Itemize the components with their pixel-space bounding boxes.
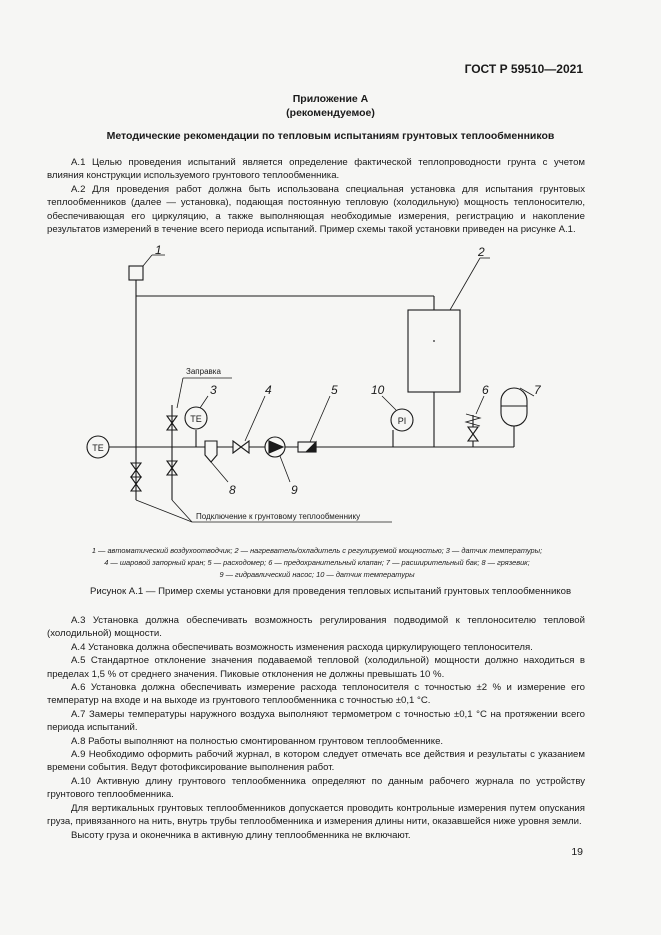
callout-8: 8 xyxy=(229,483,236,497)
ball-valve-4-icon xyxy=(233,441,249,453)
page-number: 19 xyxy=(571,846,583,858)
expansion-tank-icon xyxy=(501,388,527,426)
sensor-te-3-label: TE xyxy=(190,414,202,424)
callout-10: 10 xyxy=(371,383,385,397)
air-vent-icon xyxy=(129,266,143,280)
callout-6: 6 xyxy=(482,383,489,397)
sensor-pi-label: PI xyxy=(397,416,407,426)
sensor-te-left-label: TE xyxy=(92,443,104,453)
fill-label: Заправка xyxy=(186,367,221,376)
paragraph-a6: А.6 Установка должна обеспечивать измерение расхода теплоносителя с точностью ±2 % и измерение его температур на входе и на выходе из грунтового теплообменника с точностью ±0,1 °С. xyxy=(47,682,585,707)
paragraph-a5: А.5 Стандартное отклонение значения подаваемой тепловой (холодильной) мощности должно находиться в пределах 1,5 % от среднего значения. Пиковые отклонения не должны превышать 10 %. xyxy=(47,655,585,680)
paragraph-a7: А.7 Замеры температуры наружного воздуха выполняют термометром с точностью ±0,1 °С на протяжении всего периода испытаний. xyxy=(47,708,585,734)
paragraph-vertical: Для вертикальных грунтовых теплообменников допускается проводить контрольные измерения путем опускания груза, привязанного на нить, внутрь трубы теплообменника и измерения длины нити, оказавшейся ниже уровня земли. xyxy=(47,802,585,828)
callout-3: 3 xyxy=(210,383,217,397)
legend-line: 1 — автоматический воздухоотводчик; 2 — нагреватель/охладитель с регулируемой мощностью; 3 — датчик температуры; xyxy=(91,546,543,555)
paragraph-a3: А.3 Установка должна обеспечивать возможность регулирования подводимой к теплоносителю тепловой (холодильной) мощности. xyxy=(47,615,585,640)
callout-9: 9 xyxy=(291,483,298,497)
figure-legend xyxy=(47,545,587,581)
standard-number: ГОСТ Р 59510—2021 xyxy=(464,62,583,76)
figure-caption: Рисунок А.1 — Пример схемы установки для проведения тепловых испытаний грунтовых теплообменников xyxy=(89,586,572,597)
strainer-icon xyxy=(205,441,217,462)
heater-cooler-icon xyxy=(408,310,460,392)
paragraph-a4: А.4 Установка должна обеспечивать возможность изменения расхода циркулирующего теплоносителя. xyxy=(71,641,533,653)
paragraph-a8: А.8 Работы выполняют на полностью смонтированном грунтовом теплообменнике. xyxy=(71,735,444,747)
callout-2: 2 xyxy=(478,245,485,259)
paragraph-a2: А.2 Для проведения работ должна быть использована специальная установка для испытания грунтовых теплообменников (далее — установка), подающая постоянную тепловую (холодильную) мощность теплоносителю, обеспечивающая его циркуляцию, а также выполняющая необходимые измерения, регистрацию и накопление результатов измерений в течение всего периода испытаний. Пример схемы такой установки приведен на рисунке А.1. xyxy=(47,183,585,236)
legend-line: 9 — гидравлический насос; 10 — датчик температуры xyxy=(219,570,415,579)
annex-label: Приложение А xyxy=(292,93,369,105)
callout-5: 5 xyxy=(331,383,338,397)
callout-7: 7 xyxy=(534,383,541,397)
paragraph-a9: А.9 Необходимо оформить рабочий журнал, в котором следует отмечать все действия и результаты с указанием времени события. Ведут фотофиксирование выполнения работ. xyxy=(47,749,585,774)
body-text xyxy=(47,614,585,842)
paragraph-a10: А.10 Активную длину грунтового теплообменника определяют по данным рабочего журнала по устройству грунтового теплообменника. xyxy=(47,775,585,801)
annex-title: Методические рекомендации по тепловым испытаниям грунтовых теплообменников xyxy=(106,130,555,142)
legend-line: 4 — шаровой запорный кран; 5 — расходомер; 6 — предохранительный клапан; 7 — расширительный бак; 8 — грязевик; xyxy=(104,558,530,567)
callout-4: 4 xyxy=(265,383,272,397)
connection-label: Подключение к грунтовому теплообменнику xyxy=(196,512,361,521)
safety-valve-icon xyxy=(468,427,478,441)
paragraph-weight: Высоту груза и оконечника в активную длину теплообменника не включают. xyxy=(71,829,411,841)
annex-status: (рекомендуемое) xyxy=(286,107,375,119)
callout-1: 1 xyxy=(155,243,162,257)
paragraph-a1: А.1 Целью проведения испытаний является определение фактической теплопроводности грунта с учетом влияния конструкции используемого грунтового теплообменника. xyxy=(47,157,585,182)
